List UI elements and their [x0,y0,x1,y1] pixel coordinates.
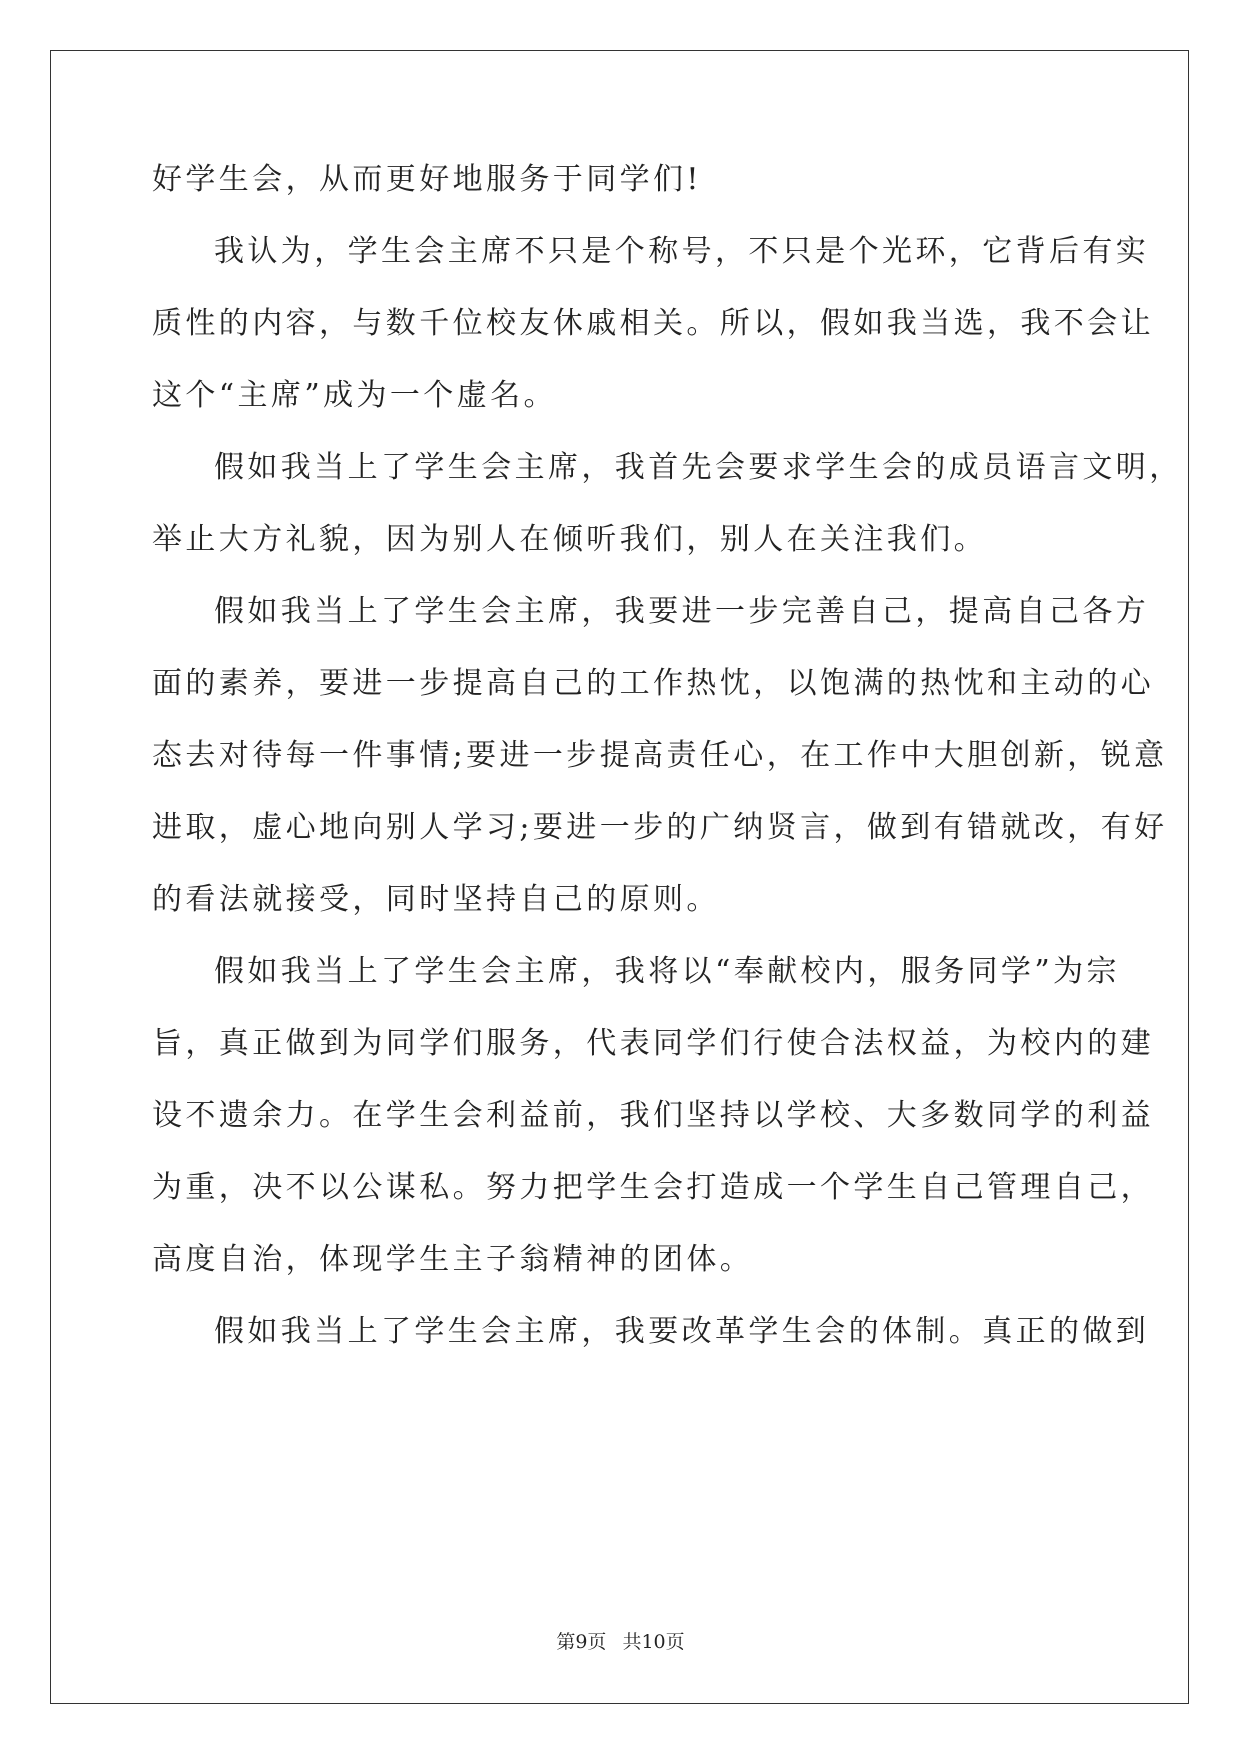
text-line: 旨，真正做到为同学们服务，代表同学们行使合法权益，为校内的建 [152,1026,1154,1061]
text-line: 设不遗余力。在学生会利益前，我们坚持以学校、大多数同学的利益 [152,1098,1154,1133]
page-number: 第9页 [556,1631,607,1653]
text-line: 举止大方礼貌，因为别人在倾听我们，别人在关注我们。 [152,522,987,557]
text-line: 这个“主席”成为一个虚名。 [152,378,557,413]
text-line: 面的素养，要进一步提高自己的工作热忱，以饱满的热忱和主动的心 [152,666,1154,701]
text-line: 进取，虚心地向别人学习;要进一步的广纳贤言，做到有错就改，有好 [152,810,1168,845]
paragraph-start-line: 假如我当上了学生会主席，我要进一步完善自己，提高自己各方 [214,594,1150,629]
paragraph-start-line: 假如我当上了学生会主席，我将以“奉献校内，服务同学”为宗 [214,954,1120,989]
text-line: 高度自治，体现学生主子翁精神的团体。 [152,1242,754,1277]
page-footer [0,1630,1241,1654]
paragraph-start-line: 我认为，学生会主席不只是个称号，不只是个光环，它背后有实 [214,234,1150,269]
text-line: 为重，决不以公谋私。努力把学生会打造成一个学生自己管理自己， [152,1170,1154,1205]
text-line: 态去对待每一件事情;要进一步提高责任心，在工作中大胆创新，锐意 [152,738,1168,773]
text-line: 的看法就接受，同时坚持自己的原则。 [152,882,720,917]
text-line: 质性的内容，与数千位校友休戚相关。所以，假如我当选，我不会让 [152,306,1154,341]
paragraph-start-line: 假如我当上了学生会主席，我首先会要求学生会的成员语言文明， [214,450,1183,485]
page-border [50,50,1189,1704]
page-total: 共10页 [622,1631,685,1653]
text-line: 好学生会，从而更好地服务于同学们! [152,162,702,197]
paragraph-start-line: 假如我当上了学生会主席，我要改革学生会的体制。真正的做到 [214,1314,1150,1349]
